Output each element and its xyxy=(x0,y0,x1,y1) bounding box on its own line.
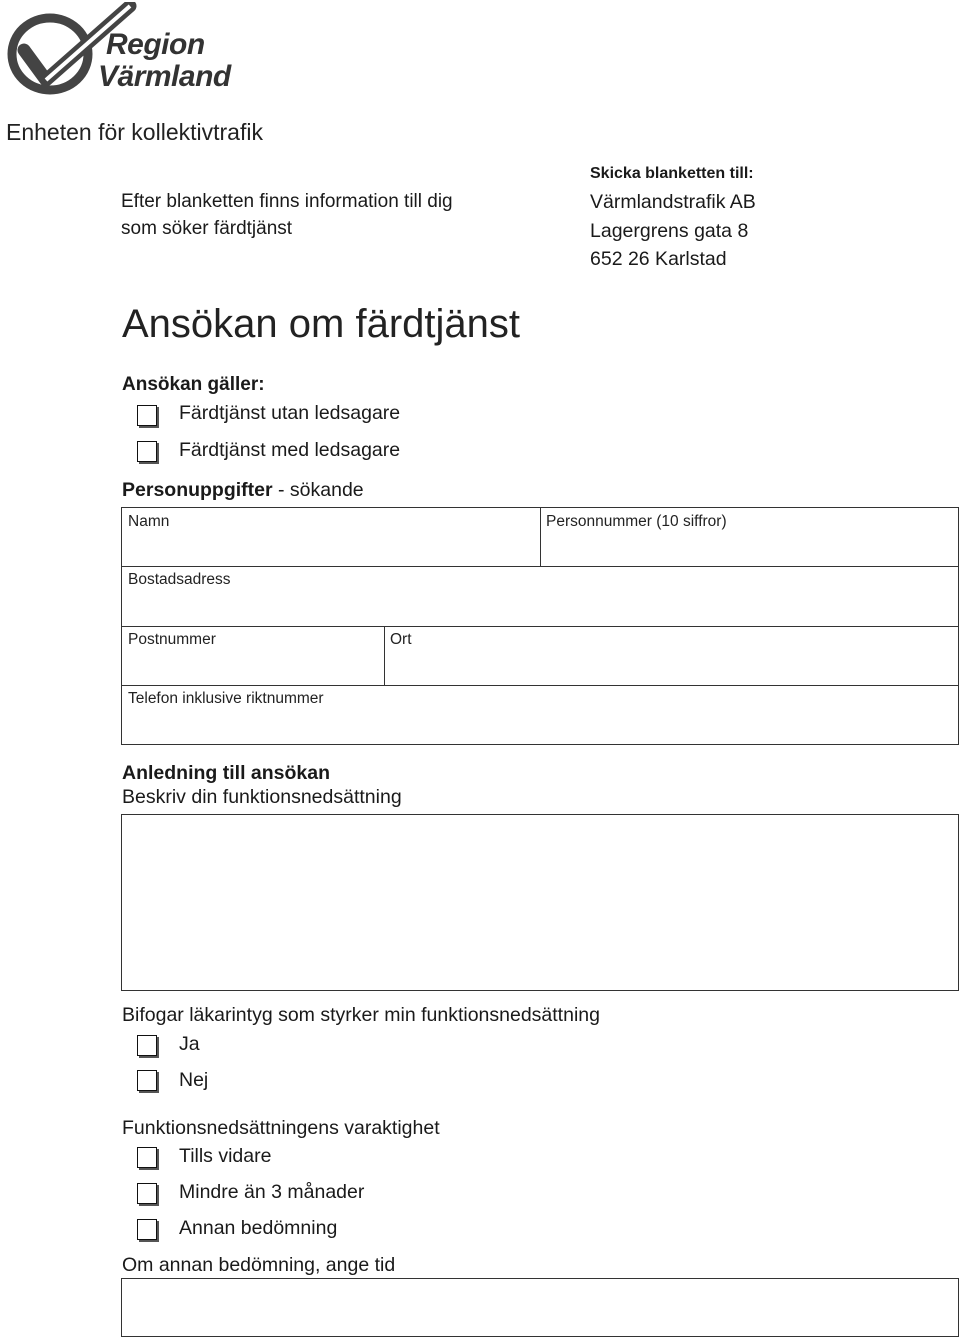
phone-label: Telefon inklusive riktnummer xyxy=(128,690,324,707)
logo-line-region: Region xyxy=(106,28,205,61)
personal-heading-rest: - sökande xyxy=(272,479,364,501)
reason-subheading: Beskriv din funktionsnedsättning xyxy=(122,786,402,808)
address-line-1: Värmlandstrafik AB xyxy=(590,191,756,213)
reason-heading: Anledning till ansökan xyxy=(122,762,331,784)
unit-name: Enheten för kollektivtrafik xyxy=(6,119,263,145)
certificate-question: Bifogar läkarintyg som styrker min funktionsnedsättning xyxy=(122,1004,600,1026)
address-line-2: Lagergrens gata 8 xyxy=(590,220,749,242)
logo-line-varmland: Värmland xyxy=(98,60,231,93)
checkbox-without-companion[interactable] xyxy=(137,405,157,426)
option-duration-indefinite: Tills vidare xyxy=(179,1145,272,1167)
application-heading: Ansökan gäller: xyxy=(122,374,265,395)
address-label: Bostadsadress xyxy=(128,571,231,588)
option-certificate-no: Nej xyxy=(179,1069,209,1091)
region-varmland-logo xyxy=(2,2,252,102)
name-label: Namn xyxy=(128,513,170,530)
option-with-companion: Färdtjänst med ledsagare xyxy=(179,439,401,461)
duration-question: Funktionsnedsättningens varaktighet xyxy=(122,1117,440,1139)
option-duration-other: Annan bedömning xyxy=(179,1217,338,1239)
personal-info-grid xyxy=(121,507,959,745)
checkbox-duration-short[interactable] xyxy=(137,1183,157,1204)
option-without-companion: Färdtjänst utan ledsagare xyxy=(179,402,401,424)
checkbox-certificate-no[interactable] xyxy=(137,1070,157,1091)
page-title: Ansökan om färdtjänst xyxy=(122,302,520,346)
checkbox-duration-indefinite[interactable] xyxy=(137,1147,157,1168)
reason-textarea[interactable] xyxy=(121,814,959,991)
checkbox-duration-other[interactable] xyxy=(137,1219,157,1240)
postnummer-field[interactable] xyxy=(122,626,384,685)
other-duration-field[interactable] xyxy=(121,1278,959,1337)
personnummer-field[interactable] xyxy=(540,508,958,566)
name-field[interactable] xyxy=(122,508,540,566)
ort-label: Ort xyxy=(390,631,412,648)
send-heading: Skicka blanketten till: xyxy=(590,165,754,182)
address-line-3: 652 26 Karlstad xyxy=(590,248,727,270)
phone-field[interactable] xyxy=(122,685,958,744)
option-certificate-yes: Ja xyxy=(179,1033,200,1055)
personal-heading xyxy=(122,479,364,502)
postnummer-label: Postnummer xyxy=(128,631,216,648)
other-duration-label: Om annan bedömning, ange tid xyxy=(122,1254,396,1276)
address-field[interactable] xyxy=(122,566,958,626)
info-line-1: Efter blanketten finns information till dig xyxy=(121,191,453,212)
personal-heading-bold: Personuppgifter xyxy=(122,479,273,501)
info-text xyxy=(121,188,521,242)
option-duration-short: Mindre än 3 månader xyxy=(179,1181,365,1203)
personnummer-label: Personnummer (10 siffror) xyxy=(546,513,727,530)
ort-field[interactable] xyxy=(384,626,958,685)
checkbox-certificate-yes[interactable] xyxy=(137,1035,157,1056)
info-line-2: som söker färdtjänst xyxy=(121,218,293,239)
checkbox-with-companion[interactable] xyxy=(137,441,157,462)
